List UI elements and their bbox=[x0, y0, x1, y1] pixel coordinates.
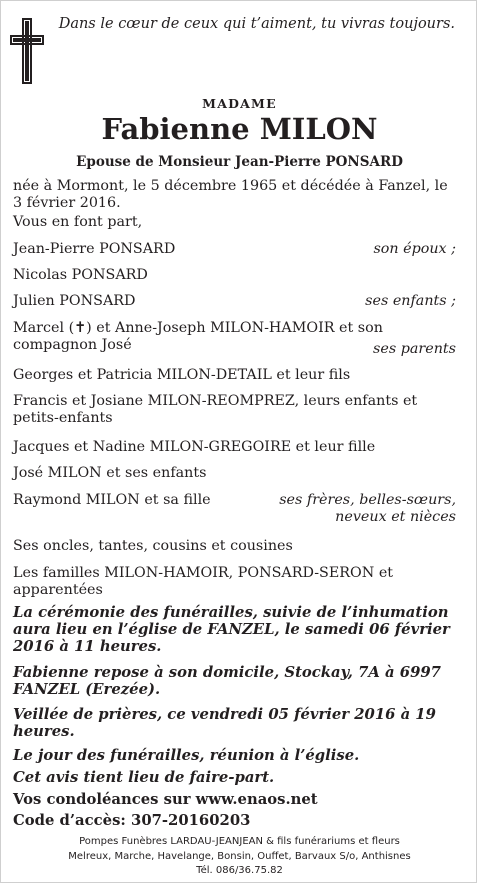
family-name: Nicolas PONSARD bbox=[13, 267, 148, 283]
family-role: son époux ; bbox=[373, 241, 456, 257]
notice-info: Cet avis tient lieu de faire-part. bbox=[13, 769, 275, 786]
access-code: Code d’accès: 307-20160203 bbox=[13, 812, 251, 829]
spouse-line: Epouse de Monsieur Jean-Pierre PONSARD bbox=[76, 154, 403, 170]
funeral-home-line: Pompes Funèbres LARDAU-JEANJEAN & fils funérariums et fleurs bbox=[79, 836, 400, 847]
family-name: Les familles MILON-HAMOIR, PONSARD-SERON et apparentées bbox=[13, 565, 394, 598]
vigil-info: Veillée de prières, ce vendredi 05 février 2016 à 19 heures. bbox=[13, 706, 436, 740]
cross-icon bbox=[10, 18, 44, 84]
family-name: Marcel (✝) et Anne-Joseph MILON-HAMOIR et son compagnon José bbox=[13, 320, 383, 353]
family-entry bbox=[13, 393, 456, 427]
family-name: Raymond MILON et sa fille bbox=[13, 492, 211, 508]
family-entry bbox=[13, 293, 456, 310]
family-entry bbox=[13, 492, 456, 525]
birth-death-text: née à Mormont, le 5 décembre 1965 et décédée à Fanzel, le 3 février 2016. bbox=[13, 178, 448, 211]
title-madame: MADAME bbox=[202, 96, 277, 111]
family-name: Jean-Pierre PONSARD bbox=[13, 241, 176, 257]
funeral-home-locations: Melreux, Marche, Havelange, Bonsin, Ouffet, Barvaux S/o, Anthisnes bbox=[68, 851, 411, 862]
family-entry bbox=[13, 267, 456, 284]
funeral-info: La cérémonie des funérailles, suivie de l’inhumation aura lieu en l’église de FANZEL, le samedi 06 février 2016 à 11 heures. bbox=[13, 604, 450, 655]
family-entry bbox=[13, 538, 456, 555]
family-name: Georges et Patricia MILON-DETAIL et leur fils bbox=[13, 367, 351, 383]
family-name: Francis et Josiane MILON-REOMPREZ, leurs enfants et petits-enfants bbox=[13, 393, 418, 426]
family-entry bbox=[13, 565, 456, 599]
family-entry bbox=[13, 465, 456, 482]
announce-text: Vous en font part, bbox=[13, 214, 143, 230]
family-entry bbox=[13, 320, 456, 356]
meeting-info: Le jour des funérailles, réunion à l’église. bbox=[13, 747, 360, 764]
family-name: José MILON et ses enfants bbox=[13, 465, 207, 481]
memorial-quote: Dans le cœur de ceux qui t’aiment, tu vivras toujours. bbox=[58, 16, 455, 32]
family-name: Julien PONSARD bbox=[13, 293, 136, 309]
home-info: Fabienne repose à son domicile, Stockay, 7A à 6997 FANZEL (Erezée). bbox=[13, 664, 441, 698]
family-name: Ses oncles, tantes, cousins et cousines bbox=[13, 538, 293, 554]
family-name: Jacques et Nadine MILON-GREGOIRE et leur fille bbox=[13, 439, 376, 455]
family-role: ses enfants ; bbox=[365, 293, 456, 309]
family-entry bbox=[13, 241, 456, 258]
family-role: ses parents bbox=[373, 341, 456, 357]
condolences-info: Vos condoléances sur www.enaos.net bbox=[13, 791, 318, 808]
deceased-name: Fabienne MILON bbox=[101, 112, 378, 146]
family-role: ses frères, belles-sœurs, neveux et nièces bbox=[279, 492, 456, 525]
family-entry bbox=[13, 367, 456, 384]
funeral-home-phone: Tél. 086/36.75.82 bbox=[196, 865, 283, 876]
family-entry bbox=[13, 439, 456, 456]
